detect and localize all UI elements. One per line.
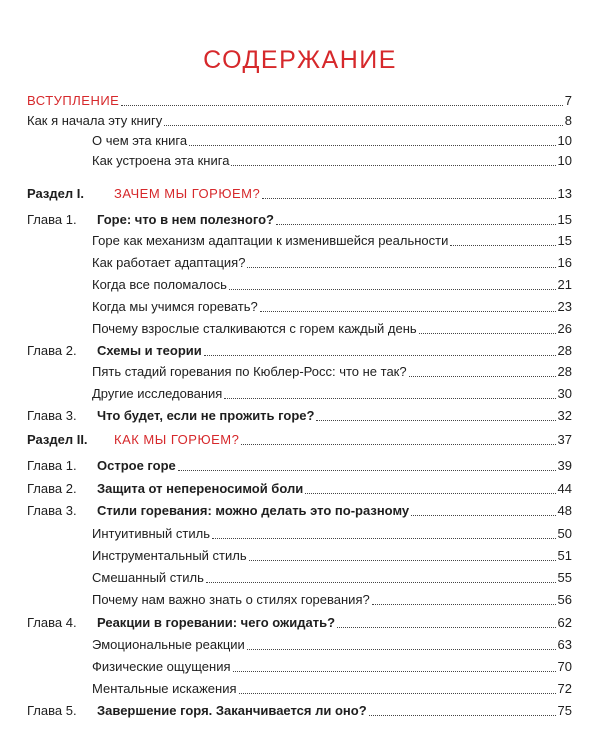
toc-entry-title: Горе как механизм адаптации к изменившейся реальности [92, 233, 449, 248]
section-label: Раздел I. [27, 186, 84, 201]
chapter-label: Глава 4. [27, 615, 77, 630]
dot-leader [249, 560, 556, 561]
toc-entry-title: Инструментальный стиль [92, 548, 247, 563]
dot-leader [204, 355, 556, 356]
chapter-title: Схемы и теории [97, 343, 202, 358]
chapter-title: Завершение горя. Заканчивается ли оно? [97, 703, 367, 718]
toc-chapter[interactable] [27, 702, 572, 720]
toc-subentry[interactable] [27, 636, 572, 654]
toc-page-number: 23 [557, 299, 572, 314]
toc-page-number: 56 [557, 592, 572, 607]
toc-subentry[interactable] [27, 254, 572, 272]
toc-chapter[interactable] [27, 211, 572, 229]
toc-chapter[interactable] [27, 480, 572, 498]
toc-entry-title: Как устроена эта книга [92, 153, 230, 168]
toc-page-number: 72 [557, 681, 572, 696]
toc-page-number: 39 [557, 458, 572, 473]
toc-page-number: 62 [557, 615, 572, 630]
toc-subentry[interactable] [27, 363, 572, 381]
chapter-label: Глава 3. [27, 408, 77, 423]
toc-entry-title: Как я начала эту книгу [27, 113, 163, 128]
dot-leader [262, 198, 555, 199]
toc-page-number: 51 [557, 548, 572, 563]
toc-entry-title: Пять стадий горевания по Кюблер-Росс: что не так? [92, 364, 407, 379]
dot-leader [164, 125, 563, 126]
toc-entry-title: Физические ощущения [92, 659, 231, 674]
chapter-label: Глава 2. [27, 481, 77, 496]
toc-chapter[interactable] [27, 407, 572, 425]
dot-leader [239, 693, 556, 694]
toc-page-number: 50 [557, 526, 572, 541]
dot-leader [233, 671, 556, 672]
chapter-label: Глава 5. [27, 703, 77, 718]
page-title: СОДЕРЖАНИЕ [203, 46, 397, 74]
chapter-title: Горе: что в нем полезного? [97, 212, 274, 227]
dot-leader [409, 376, 556, 377]
toc-section-2[interactable] [27, 431, 572, 449]
dot-leader [369, 715, 556, 716]
toc-page-number: 32 [557, 408, 572, 423]
dot-leader [316, 420, 555, 421]
toc-page-number: 75 [557, 703, 572, 718]
toc-entry-title: Как работает адаптация? [92, 255, 246, 270]
toc-entry-title: Когда мы учимся горевать? [92, 299, 258, 314]
toc-entry-title: Эмоциональные реакции [92, 637, 245, 652]
toc-subentry[interactable] [27, 298, 572, 316]
dot-leader [206, 582, 556, 583]
toc-section-1[interactable] [27, 185, 572, 203]
dot-leader [247, 649, 556, 650]
toc-chapter[interactable] [27, 342, 572, 360]
toc-page-number: 30 [557, 386, 572, 401]
dot-leader [247, 267, 555, 268]
toc-subentry[interactable] [27, 591, 572, 609]
toc-entry-title: Интуитивный стиль [92, 526, 210, 541]
toc-subentry[interactable] [27, 569, 572, 587]
chapter-title: Защита от непереносимой боли [97, 481, 304, 496]
dot-leader [189, 145, 555, 146]
toc-page-number: 26 [557, 321, 572, 336]
toc-entry-title: ВСТУПЛЕНИЕ [27, 93, 120, 108]
chapter-title: Что будет, если не прожить горе? [97, 408, 315, 423]
toc-page-number: 37 [557, 432, 572, 447]
dot-leader [224, 398, 555, 399]
toc-entry[interactable] [27, 132, 572, 150]
chapter-title: Острое горе [97, 458, 176, 473]
toc-entry-title: Почему взрослые сталкиваются с горем каждый день [92, 321, 417, 336]
toc-page-number: 15 [557, 233, 572, 248]
toc-entry[interactable] [27, 152, 572, 170]
toc-subentry[interactable] [27, 320, 572, 338]
toc-page-number: 16 [557, 255, 572, 270]
toc-entry-title: Ментальные искажения [92, 681, 237, 696]
toc-page-number: 44 [557, 481, 572, 496]
toc-subentry[interactable] [27, 658, 572, 676]
dot-leader [450, 245, 555, 246]
toc-page-number: 13 [557, 186, 572, 201]
toc-page-number: 8 [564, 113, 572, 128]
dot-leader [337, 627, 556, 628]
dot-leader [372, 604, 556, 605]
chapter-label: Глава 3. [27, 503, 77, 518]
section-label: Раздел II. [27, 432, 88, 447]
toc-entry-title: Смешанный стиль [92, 570, 204, 585]
toc-subentry[interactable] [27, 680, 572, 698]
toc-entry-title: О чем эта книга [92, 133, 188, 148]
toc-chapter[interactable] [27, 614, 572, 632]
toc-subentry[interactable] [27, 525, 572, 543]
toc-page-number: 10 [557, 133, 572, 148]
toc-page-number: 70 [557, 659, 572, 674]
toc-page-number: 21 [557, 277, 572, 292]
toc-page-number: 28 [557, 364, 572, 379]
section-title: КАК МЫ ГОРЮЕМ? [114, 432, 240, 447]
dot-leader [121, 105, 562, 106]
chapter-label: Глава 1. [27, 212, 77, 227]
toc-entry-intro[interactable] [27, 92, 572, 110]
dot-leader [411, 515, 555, 516]
toc-subentry[interactable] [27, 547, 572, 565]
dot-leader [260, 311, 556, 312]
toc-entry[interactable] [27, 112, 572, 130]
toc-entry-title: Другие исследования [92, 386, 223, 401]
dot-leader [229, 289, 556, 290]
toc-chapter[interactable] [27, 457, 572, 475]
toc-page-number: 15 [557, 212, 572, 227]
dot-leader [212, 538, 556, 539]
chapter-title: Стили горевания: можно делать это по-разному [97, 503, 410, 518]
dot-leader [276, 224, 556, 225]
section-title: ЗАЧЕМ МЫ ГОРЮЕМ? [114, 186, 261, 201]
toc-subentry[interactable] [27, 276, 572, 294]
chapter-title: Реакции в горевании: чего ожидать? [97, 615, 336, 630]
dot-leader [231, 165, 555, 166]
toc-page-number: 7 [564, 93, 572, 108]
chapter-label: Глава 1. [27, 458, 77, 473]
dot-leader [305, 493, 555, 494]
dot-leader [419, 333, 556, 334]
toc-entry-title: Когда все поломалось [92, 277, 227, 292]
toc-subentry[interactable] [27, 232, 572, 250]
toc-chapter[interactable] [27, 502, 572, 520]
dot-leader [241, 444, 555, 445]
toc-page-number: 63 [557, 637, 572, 652]
toc-entry-title: Почему нам важно знать о стилях горевания? [92, 592, 370, 607]
toc-page-number: 10 [557, 153, 572, 168]
chapter-label: Глава 2. [27, 343, 77, 358]
toc-subentry[interactable] [27, 385, 572, 403]
dot-leader [178, 470, 556, 471]
toc-page-number: 55 [557, 570, 572, 585]
toc-page-number: 48 [557, 503, 572, 518]
toc-page-number: 28 [557, 343, 572, 358]
